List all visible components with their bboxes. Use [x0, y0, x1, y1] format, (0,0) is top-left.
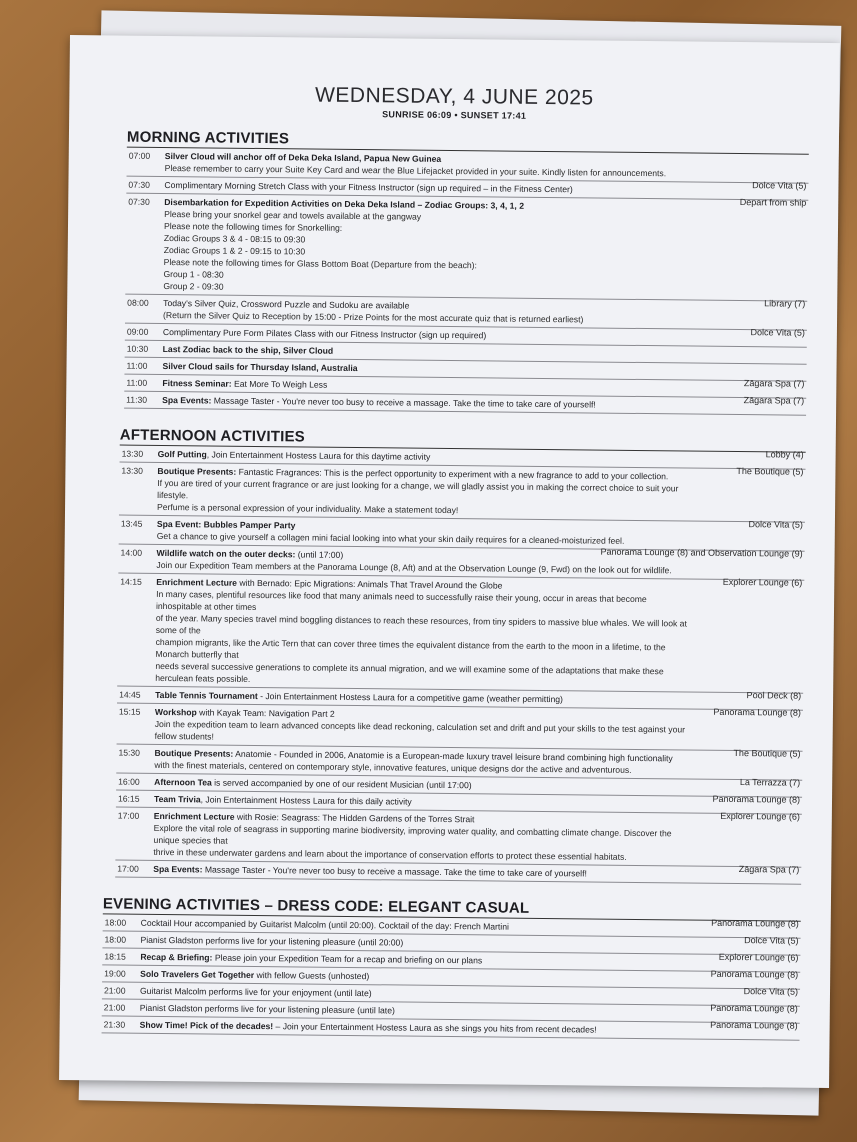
activity-location: Library (7)	[764, 298, 806, 309]
activity-description-line: (Return the Silver Quiz to Reception by 15:00 - Prize Points for the most accurate quiz that is returned earliest)	[163, 309, 584, 325]
activity-location: Panorama Lounge (8) and Observation Lounge (9)	[600, 546, 803, 559]
activity-text: , Join Entertainment Hostess Laura for this daily activity	[200, 794, 412, 807]
activity-location: Dolce Vita (5)	[748, 519, 803, 530]
schedule-date: WEDNESDAY, 4 JUNE 2025	[314, 83, 594, 110]
activity-details	[153, 863, 801, 882]
activity-title: Boutique Presents:	[154, 747, 234, 759]
activity-title: Enrichment Lecture	[156, 576, 238, 588]
activity-description-line: champion migrants, like the Artic Tern that can cover three times the equivalent distance from the earth to the moon in a lifetime, to the Monarch butterfly that	[155, 636, 666, 660]
activity-description-line: Zodiac Groups 1 & 2 - 09:15 to 10:30	[163, 244, 306, 257]
activity-location: Panorama Lounge (8)	[712, 793, 801, 805]
activity-time: 17:00	[117, 810, 140, 821]
activity-title: Workshop	[154, 706, 197, 718]
activity-time: 13:30	[121, 465, 144, 476]
activity-title: Afternoon Tea	[154, 776, 212, 788]
activity-details	[153, 810, 801, 865]
activity-title: Last Zodiac back to the ship, Silver Cloud	[162, 343, 334, 356]
activity-time: 19:00	[104, 968, 126, 979]
activity-time: 21:00	[103, 1002, 126, 1013]
activity-location: Panorama Lounge (8)	[710, 968, 799, 980]
activity-location: Lobby (4)	[765, 449, 804, 460]
activity-details	[157, 465, 805, 520]
activity-time: 18:00	[104, 934, 127, 945]
activity-description-line: Explore the vital role of seagrass in supporting marine biodiversity, improving water quality, and combatting climate change. Discover the unique species that	[153, 822, 672, 846]
activity-time: 18:00	[104, 917, 127, 928]
activity-time: 13:45	[120, 518, 143, 529]
activity-details	[155, 576, 804, 691]
activity-text: Massage Taster - You're never too busy to receive a massage. Take the time to take care of yourself!	[211, 395, 596, 410]
section-heading-morning: MORNING ACTIVITIES	[127, 129, 809, 155]
activity-location: Panorama Lounge (8)	[713, 706, 801, 718]
activity-headline	[153, 863, 691, 881]
activity-time: 15:30	[118, 747, 141, 758]
activity-text: - Join Entertainment Hostess Laura for a competitive game (weather permitting)	[257, 691, 563, 705]
activity-text: Eat More To Weigh Less	[231, 378, 328, 390]
activity-location: Zāgara Spa (7)	[738, 864, 800, 875]
activity-text: Please join your Expedition Team for a recap and briefing on our plans	[212, 952, 483, 966]
activity-time: 11:00	[126, 377, 148, 388]
activity-text: Pianist Gladston performs live for your listening pleasure (until 20:00)	[140, 934, 404, 948]
activity-title: Team Trivia	[153, 793, 201, 805]
activity-title: Spa Events:	[153, 863, 203, 875]
schedule-sheet	[59, 35, 840, 1088]
section-heading-evening: EVENING ACTIVITIES – DRESS CODE: ELEGANT CASUAL	[103, 895, 801, 921]
activity-text: is served accompanied by one of our resident Musician (until 17:00)	[211, 777, 472, 791]
activity-headline	[140, 1019, 690, 1037]
activity-row	[117, 574, 804, 694]
activity-time: 17:00	[117, 863, 139, 874]
activity-location: La Terrazza (7)	[739, 777, 801, 788]
activity-location: Dolce Vita (5)	[752, 180, 807, 191]
activity-time: 16:00	[118, 776, 140, 787]
activity-title: Solo Travelers Get Together	[140, 968, 255, 980]
evening-activity-list	[102, 914, 801, 1040]
activity-time: 07:30	[128, 179, 151, 190]
activity-text: – Join your Entertainment Hostess Laura as she sings you hits from recent decades!	[273, 1021, 597, 1035]
activity-text: Guitarist Malcolm performs live for your enjoyment (until late)	[139, 985, 372, 999]
activity-time: 21:30	[103, 1019, 126, 1030]
activity-title: Silver Cloud sails for Thursday Island, Australia	[162, 360, 358, 374]
activity-row	[115, 808, 802, 868]
activity-location: Pool Deck (8)	[746, 690, 802, 701]
activity-description-line: If you are tired of your current fragrance or are just looking for a change, we will gladly assist you in making the correct choice to suit your lifestyle.	[157, 477, 679, 501]
activity-details	[163, 297, 807, 328]
activity-title: Show Time! Pick of the decades!	[139, 1019, 274, 1032]
activity-time: 16:15	[117, 793, 140, 804]
activity-time: 07:30	[128, 196, 150, 207]
activity-description-line: Please bring your snorkel gear and towels available at the gangway	[164, 208, 422, 222]
activity-description-line: of the year. Many species travel mind boggling distances to reach these resources, from tiny spiders to massive blue whales. We will look at some of the	[155, 612, 687, 636]
activity-time: 14:00	[120, 547, 143, 558]
activity-details	[163, 196, 808, 299]
activity-time: 10:30	[126, 343, 149, 354]
activity-title: Disembarkation for Expedition Activities on Deka Deka Island – Zodiac Groups: 3, 4, 1, 2	[164, 196, 525, 211]
activity-time: 11:30	[126, 394, 148, 405]
activity-title: Enrichment Lecture	[153, 810, 235, 822]
activity-time: 15:15	[118, 706, 141, 717]
activity-text: Cocktail Hour accompanied by Guitarist Malcolm (until 20:00). Cocktail of the day: French Martini	[140, 917, 509, 932]
activity-description-line: Please note the following times for Glass Bottom Boat (Departure from the beach):	[163, 256, 478, 271]
activity-location: Panorama Lounge (8)	[710, 1002, 798, 1014]
activity-location: Explorer Lounge (6)	[720, 810, 800, 822]
activity-location: Dolce Vita (5)	[743, 986, 799, 997]
activity-time: 07:00	[128, 150, 151, 161]
activity-text: , Join Entertainment Hostess Laura for this daytime activity	[206, 449, 431, 462]
activity-description-line: with the finest materials, centered on contemporary style, innovative features, unique designs dor the active and adventurous.	[154, 759, 632, 775]
activity-title: Spa Events:	[162, 394, 212, 406]
activity-description-line: Group 2 - 09:30	[163, 280, 224, 292]
activity-row	[125, 194, 808, 302]
activity-description-line: Perfume is a personal expression of your individuality. Make a statement today!	[157, 501, 459, 516]
activity-description-line: Please note the following times for Snorkelling:	[163, 220, 343, 233]
activity-title: Fitness Seminar:	[162, 377, 232, 389]
morning-activity-list	[124, 148, 809, 416]
activity-time: 08:00	[127, 297, 149, 308]
activity-details	[155, 706, 803, 749]
activity-text: Fantastic Fragrances: This is the perfect opportunity to experiment with a new fragrance to add to your collection.	[236, 466, 669, 482]
activity-text: (until 17:00)	[295, 549, 344, 560]
activity-text: with Rosie: Seagrass: The Hidden Gardens of the Torres Strait	[234, 811, 475, 825]
activity-details	[157, 518, 805, 549]
activity-text: with fellow Guests (unhosted)	[254, 969, 370, 982]
activity-description-line: Zodiac Groups 3 & 4 - 08:15 to 09:30	[163, 232, 306, 245]
activity-description-line: Join the expedition team to learn advanced concepts like dead reckoning, calculation set and drift and put your skills to the test against your fellow students!	[154, 718, 686, 742]
activity-description-line: Please remember to carry your Suite Key Card and wear the Blue Lifejacket provided in your suite. Kindly listen for announcements.	[164, 162, 667, 179]
activity-description-line: Join our Expedition Team members at the Panorama Lounge (8, Aft) and at the Observation Lounge (9, Fwd) on the look out for wildlife.	[156, 559, 672, 576]
activity-location: Dolce Vita (5)	[744, 935, 799, 946]
activity-location: The Boutique (5)	[733, 747, 801, 759]
activity-location: Explorer Lounge (6)	[722, 576, 803, 588]
activity-text: with Kayak Team: Navigation Part 2	[196, 707, 335, 719]
activity-time: 09:00	[126, 326, 149, 337]
activity-details	[165, 150, 809, 181]
activity-description-line: Get a chance to give yourself a collagen mini facial looking into what your skin daily requires for a cleaned-moisturized feel.	[156, 530, 625, 546]
activity-location: Zāgara Spa (7)	[743, 378, 805, 389]
sunrise-sunset: SUNRISE 06:09 • SUNSET 17:41	[382, 109, 527, 121]
schedule-header	[69, 81, 839, 124]
activity-time: 14:15	[120, 576, 142, 587]
activity-time: 13:30	[121, 448, 144, 459]
activity-location: Dolce Vita (5)	[750, 327, 805, 338]
activity-time: 11:00	[126, 360, 148, 371]
activity-description-line: thrive in these underwater gardens and learn about the importance of conservation efforts to protect these essential habitats.	[153, 846, 627, 862]
activity-title: Spa Event: Bubbles Pamper Party	[156, 518, 296, 531]
activity-details	[154, 747, 802, 778]
activity-title: Boutique Presents:	[157, 465, 237, 477]
activity-time: 18:15	[104, 951, 126, 962]
activity-location: Depart from ship	[739, 197, 807, 208]
activity-row	[117, 704, 803, 752]
activity-details	[162, 394, 806, 413]
activity-row	[119, 463, 806, 523]
section-heading-afternoon: AFTERNOON ACTIVITIES	[120, 427, 806, 453]
activity-location: Panorama Lounge (8)	[711, 917, 799, 929]
activity-text: Pianist Gladston performs live for your listening pleasure (until late)	[139, 1002, 395, 1016]
activity-text: with Bernado: Epic Migrations: Animals That Travel Around the Globe	[236, 577, 503, 591]
activity-title: Table Tennis Tournament	[155, 689, 258, 702]
activity-location: The Boutique (5)	[736, 466, 804, 477]
activity-time: 21:00	[103, 985, 126, 996]
activity-location: Explorer Lounge (6)	[718, 951, 799, 963]
activity-text: Massage Taster - You're never too busy to receive a massage. Take the time to take care of yourself!	[202, 864, 587, 879]
activity-text: Complimentary Pure Form Pilates Class with our Fitness Instructor (sign up required)	[162, 326, 487, 341]
activity-text: Complimentary Morning Stretch Class with your Fitness Instructor (sign up required – in the Fitness Center)	[164, 179, 573, 195]
activity-description-line: In many cases, plentiful resources like food that many animals need to successfully raise their young, occur in areas that become inhospitable at other times	[155, 588, 647, 612]
activity-location: Zāgara Spa (7)	[743, 395, 805, 406]
activity-description-line: needs several successive generations to complete its annual migration, and we will examine some of the adaptations that make these herculean feats possible.	[155, 660, 664, 684]
activity-headline	[162, 394, 696, 412]
activity-title: Recap & Briefing:	[140, 951, 213, 963]
activity-title: Silver Cloud will anchor off of Deka Deka Island, Papua New Guinea	[164, 150, 442, 164]
activity-title: Wildlife watch on the outer decks:	[156, 547, 296, 560]
activity-location: Panorama Lounge (8)	[710, 1019, 798, 1031]
activity-text: Today's Silver Quiz, Crossword Puzzle and Sudoku are available	[163, 297, 410, 311]
activity-time: 14:45	[119, 689, 141, 700]
afternoon-activity-list	[115, 446, 805, 885]
activity-text: Anatomie - Founded in 2006, Anatomie is a European-made luxury travel leisure brand combining high functionality	[233, 748, 673, 764]
activity-description-line: Group 1 - 08:30	[163, 268, 224, 280]
activity-title: Golf Putting	[157, 448, 207, 460]
